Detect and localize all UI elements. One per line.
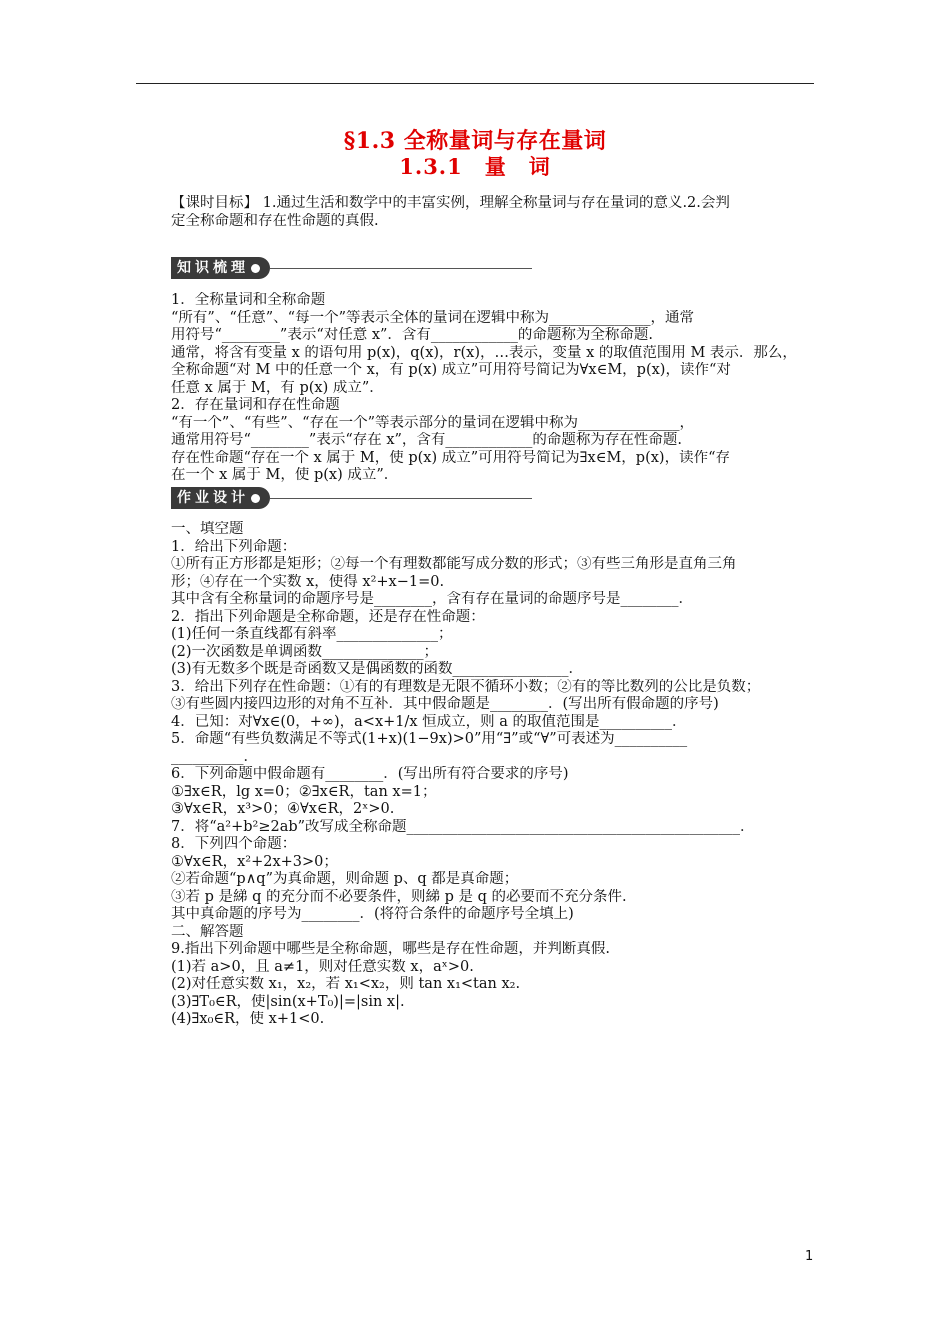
text-line: ①∀x∈R，x²+2x+3>0；	[171, 853, 338, 870]
text-line: “有一个”、“有些”、“存在一个”等表示部分的量词在逻辑中称为______________，	[171, 414, 694, 431]
knowledge-body	[171, 292, 816, 485]
section-divider	[270, 268, 532, 269]
text-line: 在一个 x 属于 M，使 p(x) 成立”．	[171, 467, 399, 483]
text-line: ③若 p 是綈 q 的充分而不必要条件，则綈 p 是 q 的必要而不充分条件.	[171, 888, 627, 905]
text-line: ①所有正方形都是矩形；②每一个有理数都能写成分数的形式；③有些三角形是直角三角	[171, 556, 737, 572]
text-line: 其中真命题的序号为________．(将符合条件的命题序号全填上)	[171, 906, 574, 922]
text-line: (3)有无数多个既是奇函数又是偶函数的函数________________．	[171, 661, 584, 677]
page-number: 1	[805, 1249, 814, 1264]
goal-line: 【课时目标】 1.通过生活和数学中的丰富实例，理解全称量词与存在量词的意义.2.会判	[171, 195, 730, 211]
dot-icon	[251, 264, 260, 273]
text-line: 通常用符号“________”表示“存在 x”，含有____________的命题称为存在性命题.	[171, 432, 683, 448]
text-line: 一、填空题	[171, 521, 244, 537]
text-line: (4)∃x₀∈R，使 x+1<0.	[171, 1011, 325, 1027]
section-label: 作业设计	[177, 490, 249, 506]
lesson-goal	[171, 195, 816, 230]
homework-body	[171, 521, 816, 1029]
text-line: ③有些圆内接四边形的对角不互补．其中假命题是________．(写出所有假命题的序号)	[171, 696, 719, 712]
section-tag	[171, 257, 270, 279]
text-line: 7．将“a²+b²≥2ab”改写成全称命题______________________________________________．	[171, 818, 755, 835]
text-line: “所有”、“任意”、“每一个”等表示全体的量词在逻辑中称为______________，通常	[171, 309, 694, 326]
text-line: 1．全称量词和全称命题	[171, 292, 326, 308]
text-line: 其中含有全称量词的命题序号是________，含有存在量词的命题序号是________．	[171, 591, 693, 607]
page-subtitle: 1.3.1 量 词	[399, 154, 551, 179]
text-line: 用符号“________”表示“对任意 x”．含有____________的命题称为全称命题.	[171, 327, 654, 343]
dot-icon	[251, 494, 260, 503]
page-title: §1.3 全称量词与存在量词	[343, 128, 607, 154]
text-line: 5．命题“有些负数满足不等式(1+x)(1−9x)>0”用“∃”或“∀”可表述为__________	[171, 731, 688, 747]
text-line: (1)任何一条直线都有斜率______________；	[171, 626, 453, 642]
section-divider	[270, 498, 532, 499]
text-line: (2)对任意实数 x₁，x₂，若 x₁<x₂，则 tan x₁<tan x₂.	[171, 976, 521, 992]
goal-line: 定全称命题和存在性命题的真假.	[171, 212, 379, 229]
text-line: 2．存在量词和存在性命题	[171, 397, 340, 413]
text-line: 形；④存在一个实数 x，使得 x²+x−1=0.	[171, 573, 445, 590]
text-line: ③∀x∈R，x³>0；④∀x∈R，2ˣ>0.	[171, 801, 395, 817]
text-line: 4．已知：对∀x∈(0，+∞)，a<x+1/x 恒成立，则 a 的取值范围是__________．	[171, 713, 687, 730]
text-line: 9.指出下列命题中哪些是全称命题，哪些是存在性命题，并判断真假.	[171, 941, 610, 957]
header-rule	[136, 83, 814, 84]
text-line: 6．下列命题中假命题有________．(写出所有符合要求的序号)	[171, 766, 569, 782]
text-line: 3．给出下列存在性命题：①有的有理数是无限不循环小数；②有的等比数列的公比是负数；	[171, 678, 761, 695]
section-tag	[171, 487, 270, 509]
section-label: 知识梳理	[177, 260, 249, 276]
text-line: 1．给出下列命题：	[171, 538, 297, 555]
text-line: (2)一次函数是单调函数______________；	[171, 643, 439, 660]
text-line: 任意 x 属于 M，有 p(x) 成立”．	[171, 379, 384, 396]
text-line: ②若命题“p∧q”为真命题，则命题 p、q 都是真命题；	[171, 871, 519, 887]
text-line: (1)若 a>0，且 a≠1，则对任意实数 x，aˣ>0.	[171, 958, 474, 975]
section-header-homework	[171, 487, 532, 509]
text-line: 二、解答题	[171, 923, 244, 940]
text-line: ①∃x∈R，lg x=0；②∃x∈R，tan x=1；	[171, 783, 437, 800]
text-line: 8．下列四个命题：	[171, 836, 297, 852]
text-line: (3)∃T₀∈R，使|sin(x+T₀)|=|sin x|.	[171, 993, 405, 1010]
text-line: 存在性命题“存在一个 x 属于 M，使 p(x) 成立”可用符号简记为∃x∈M，p(x)，读作“存	[171, 449, 730, 466]
section-header-knowledge	[171, 257, 532, 279]
text-line: 通常，将含有变量 x 的语句用 p(x)，q(x)，r(x)，…表示，变量 x 的取值范围用 M 表示．那么，	[171, 344, 797, 361]
text-line: __________．	[171, 748, 258, 765]
text-line: 2．指出下列命题是全称命题，还是存在性命题：	[171, 608, 485, 625]
text-line: 全称命题“对 M 中的任意一个 x，有 p(x) 成立”可用符号简记为∀x∈M，p(x)，读作“对	[171, 362, 731, 378]
